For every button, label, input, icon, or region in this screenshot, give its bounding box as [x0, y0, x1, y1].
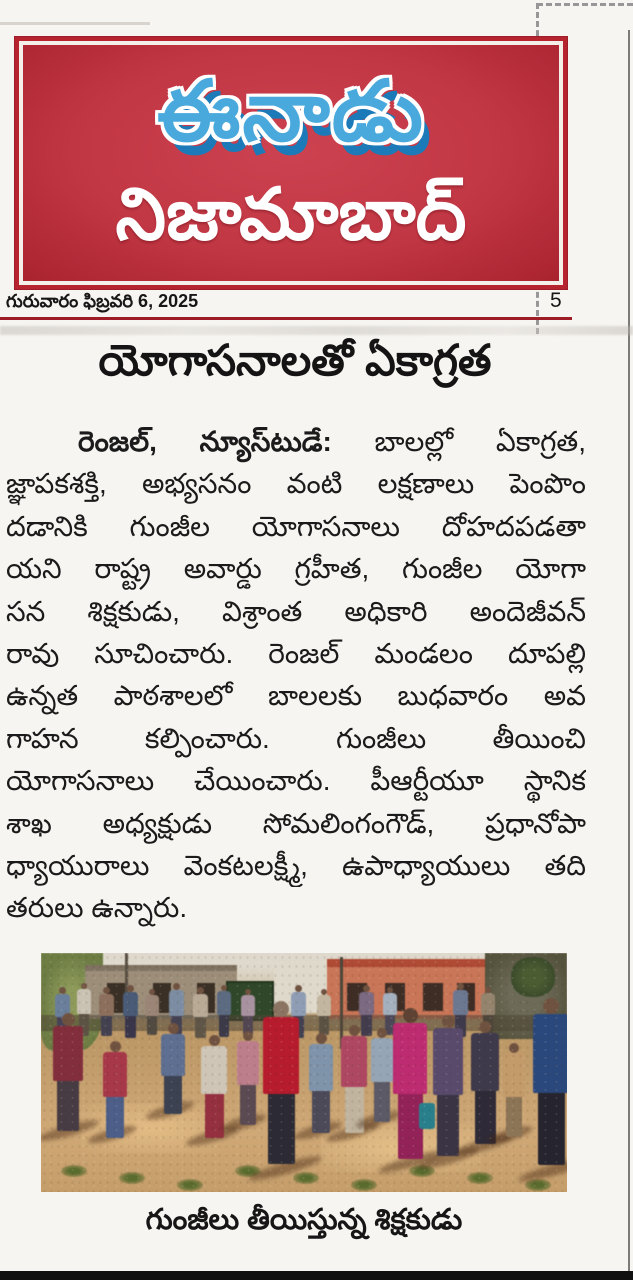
person-head: [59, 987, 66, 994]
body-line: రావు సూచించారు. రెంజల్ మండలం దూపల్లి: [6, 637, 586, 669]
person-torso: [77, 989, 91, 1014]
person: [99, 987, 114, 1037]
person-torso: [263, 1017, 299, 1094]
person: [217, 985, 231, 1039]
person-legs: [506, 1097, 522, 1137]
body-line: గాహన కల్పించారు. గుంజీలు తీయించి: [6, 722, 586, 754]
person-head: [173, 983, 180, 990]
masthead-box: [14, 36, 568, 290]
scan-streak: [0, 22, 150, 25]
person-head: [168, 1023, 179, 1034]
person-legs: [106, 1097, 124, 1138]
person-legs: [125, 1016, 136, 1038]
ground-patch: [81, 1103, 221, 1153]
person: [263, 1001, 299, 1177]
news-photo: [41, 953, 567, 1192]
person-torso: [201, 1046, 227, 1094]
person-legs: [312, 1091, 330, 1133]
dateline: గురువారం ఫిబ్రవరి 6, 2025: [6, 291, 199, 311]
body-line: యని రాష్ట్ర అవార్డు గ్రహీత, గుంజీల యోగా: [6, 553, 586, 585]
person-torso: [317, 995, 331, 1016]
weeds: [351, 1179, 377, 1191]
edition-name: నిజామాబాద్: [115, 175, 467, 255]
tree-right: [511, 957, 555, 997]
person-torso: [123, 992, 138, 1016]
body-line: సన శిక్షకుడు, విశ్రాంత అధికారి అందెజీవన్: [6, 595, 586, 627]
person: [393, 1008, 427, 1170]
person: [53, 1013, 83, 1139]
body-line-text: బాలల్లో ఏకాగ్రత,: [374, 426, 586, 457]
person-torso: [471, 1033, 499, 1091]
person-legs: [147, 1016, 157, 1035]
person-legs: [101, 1016, 112, 1036]
person: [533, 998, 567, 1178]
person-head: [110, 1041, 121, 1052]
person: [371, 1028, 393, 1128]
photo-scene: [41, 953, 567, 1192]
person: [103, 1041, 127, 1143]
person-head: [403, 1008, 418, 1023]
person: [145, 989, 159, 1037]
person-torso: [241, 995, 255, 1016]
person: [317, 989, 331, 1037]
person-torso: [341, 1036, 367, 1087]
person: [161, 1023, 185, 1119]
body-line: దడానికి గుంజీల యోగాసనాలు దోహదపడతా: [6, 510, 586, 542]
person-torso: [503, 1053, 525, 1097]
person-head: [103, 987, 110, 994]
weeds: [177, 1179, 203, 1191]
person-torso: [145, 995, 159, 1016]
article-headline: యోగాసనాలతో ఏకాగ్రత: [98, 337, 492, 385]
person-torso: [237, 1041, 259, 1085]
person-head: [197, 987, 204, 994]
person-torso: [359, 992, 374, 1015]
person-torso: [433, 1028, 463, 1095]
person-torso: [103, 1052, 127, 1097]
weeds: [467, 1172, 493, 1184]
person-head: [509, 1043, 519, 1053]
person-head: [363, 985, 370, 992]
person-torso: [481, 993, 495, 1015]
person-legs: [57, 1081, 79, 1131]
person-legs: [164, 1076, 182, 1114]
person-legs: [437, 1095, 459, 1156]
dateline-lead: రెంజల్, న్యూస్‌టుడే:: [78, 426, 332, 457]
person-torso: [393, 1023, 427, 1094]
person-head: [479, 1021, 491, 1033]
person-head: [457, 983, 464, 990]
person-torso: [371, 1038, 393, 1082]
person-torso: [453, 990, 468, 1015]
person-head: [316, 1033, 327, 1044]
person-legs: [205, 1094, 224, 1138]
dateline-rule: [0, 317, 572, 320]
person-head: [295, 985, 302, 992]
person-torso: [99, 994, 114, 1016]
person-torso: [217, 991, 231, 1015]
cutout-dashed-line-top: [537, 3, 633, 6]
person-head: [442, 1015, 455, 1028]
body-line: [6, 421, 586, 463]
person-head: [209, 1035, 220, 1046]
person-legs: [219, 1015, 229, 1037]
body-line: జ్ఞాపకశక్తి, అభ్యసనం వంటి లక్షణాలు పెంపొం: [6, 468, 586, 500]
building-window: [423, 983, 443, 1011]
person-head: [127, 985, 134, 992]
person-head: [62, 1013, 75, 1026]
person-torso: [161, 1034, 185, 1076]
masthead-inner: [19, 41, 563, 285]
body-line: ఉన్నత పాఠశాలలో బాలలకు బుధవారం అవ: [6, 680, 586, 712]
person-torso: [53, 1026, 83, 1081]
person: [193, 987, 208, 1039]
body-line: తరులు ఉన్నారు.: [6, 892, 188, 924]
bag-accent: [419, 1103, 435, 1129]
person: [433, 1015, 463, 1167]
article-body: [6, 421, 586, 930]
weeds: [119, 1172, 145, 1184]
person: [123, 985, 138, 1039]
bottom-black-bar: [0, 1271, 633, 1280]
body-line: ధ్యాయురాలు వెంకటలక్ష్మీ, ఉపాధ్యాయులు తది: [6, 849, 586, 881]
body-line: శాఖ అధ్యక్షుడు సోమలింగంగౌడ్, ప్రధానోపా: [6, 807, 586, 839]
person-torso: [309, 1044, 333, 1091]
page-number: 5: [550, 289, 562, 312]
person-head: [377, 1028, 387, 1038]
body-line: యోగాసనాలు చేయించారు. పీఆర్టీయూ స్థానిక: [6, 765, 586, 797]
person-legs: [538, 1093, 565, 1165]
person-head: [243, 1031, 253, 1041]
person-legs: [240, 1085, 256, 1125]
person: [237, 1031, 259, 1131]
newspaper-brand-logo: ఈనాడు: [157, 64, 425, 158]
weeds: [61, 1165, 87, 1177]
person-torso: [193, 994, 208, 1017]
person-head: [349, 1025, 360, 1036]
person: [309, 1033, 333, 1139]
person-torso: [533, 1014, 567, 1093]
person-legs: [268, 1094, 295, 1164]
person-legs: [374, 1082, 390, 1122]
column-separator-line: [628, 30, 630, 1272]
person: [241, 989, 255, 1037]
photo-caption: గుంజీలు తీయిస్తున్న శిక్షకుడు: [145, 1204, 463, 1236]
person-head: [273, 1001, 289, 1017]
person-head: [543, 998, 559, 1014]
person-torso: [169, 990, 184, 1016]
person: [503, 1043, 525, 1143]
